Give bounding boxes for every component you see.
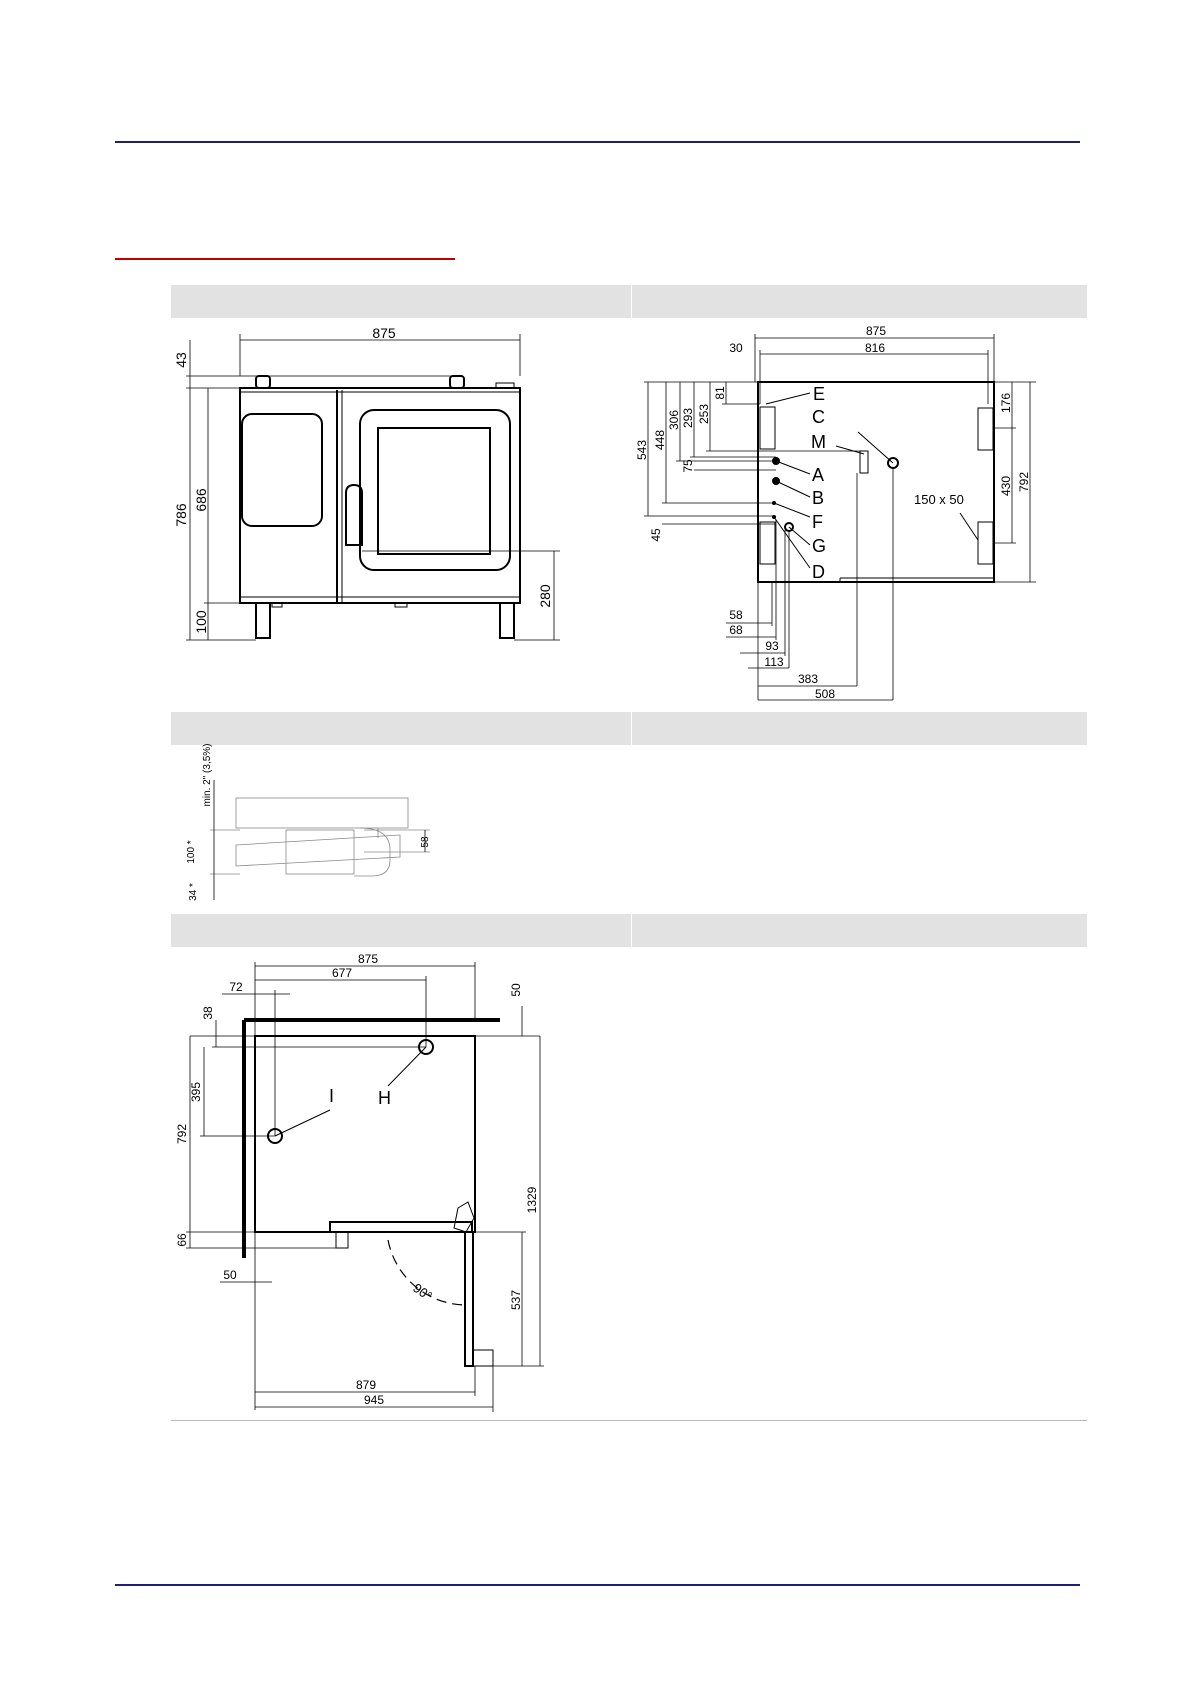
- open-door: [465, 1232, 473, 1366]
- rear-foot-pad-bl: [760, 522, 775, 564]
- front-view: [173, 325, 560, 640]
- control-panel: [242, 414, 322, 526]
- rear-dim-253: 253: [697, 403, 711, 425]
- rear-dim-113: 113: [764, 655, 784, 669]
- door-angle: 90°: [410, 1280, 435, 1304]
- label-i: I: [329, 1086, 335, 1106]
- label-d: D: [812, 562, 825, 582]
- rear-foot-size: 150 x 50: [914, 492, 964, 507]
- label-b: B: [812, 488, 825, 508]
- top-dim-395: 395: [189, 1081, 203, 1103]
- top-vent-left: [256, 376, 270, 388]
- rear-dim-792: 792: [1017, 471, 1031, 493]
- rear-dim-306: 306: [667, 409, 681, 431]
- drain-dim-34: 34 *: [188, 883, 199, 901]
- rear-dim-430: 430: [999, 475, 1013, 497]
- label-m: M: [811, 432, 826, 452]
- label-h: H: [378, 1088, 391, 1108]
- top-dim-945: 945: [363, 1393, 385, 1407]
- label-g: G: [812, 536, 827, 556]
- top-dim-66: 66: [175, 1233, 189, 1247]
- rear-dim-293: 293: [681, 407, 695, 429]
- drain-dim-58: 58: [420, 836, 431, 848]
- rear-body-outline: [758, 382, 994, 582]
- rear-view: [635, 324, 1036, 701]
- drain-dim-slope: min. 2" (3,5%): [202, 743, 213, 807]
- top-dim-72: 72: [229, 980, 243, 994]
- rear-dim-81: 81: [713, 386, 727, 400]
- rear-foot-pad-tr: [978, 408, 993, 450]
- top-view: [175, 952, 544, 1412]
- label-a: A: [812, 465, 825, 485]
- front-dim-body-height: 686: [193, 488, 209, 512]
- front-dim-width: 875: [372, 325, 396, 341]
- top-dim-1329: 1329: [525, 1186, 539, 1214]
- door-window: [378, 428, 490, 554]
- rear-dim-508: 508: [814, 687, 836, 701]
- top-dim-875: 875: [357, 952, 379, 966]
- rear-dim-45: 45: [649, 528, 663, 542]
- rear-dim-58: 58: [729, 608, 743, 622]
- front-foot-left: [256, 603, 270, 638]
- rear-dim-75: 75: [681, 459, 695, 473]
- top-dim-537: 537: [509, 1289, 523, 1311]
- front-foot-right: [500, 603, 514, 638]
- drain-unit-outline: [236, 798, 408, 828]
- rear-foot-pad-tl: [760, 407, 775, 449]
- rear-dim-93: 93: [765, 639, 779, 653]
- rear-dim-543: 543: [635, 439, 649, 461]
- door-frame: [360, 410, 510, 570]
- front-dim-total-height: 786: [173, 503, 189, 527]
- top-dim-792: 792: [175, 1123, 189, 1145]
- top-dim-50-top: 50: [509, 983, 523, 997]
- front-dim-handle-height: 280: [537, 584, 553, 608]
- rear-dim-width: 875: [865, 324, 887, 338]
- front-dim-feet: 100: [193, 610, 209, 634]
- top-vent-right: [450, 376, 464, 388]
- rear-dim-inner-width: 816: [864, 341, 886, 355]
- front-dim-top: 43: [173, 352, 189, 368]
- label-c: C: [812, 407, 825, 427]
- top-unit-outline: [255, 1036, 475, 1232]
- rear-foot-pad-br: [978, 522, 993, 564]
- top-dim-677: 677: [331, 966, 353, 980]
- rear-dim-left-offset: 30: [729, 341, 743, 355]
- connection-m: [860, 451, 868, 473]
- rear-dim-383: 383: [797, 672, 819, 686]
- rear-dim-176: 176: [999, 392, 1013, 414]
- drain-dim-100: 100 *: [186, 840, 197, 864]
- top-dim-879: 879: [355, 1378, 377, 1392]
- rear-dim-68: 68: [729, 623, 743, 637]
- drain-view: [186, 743, 431, 900]
- label-f: F: [812, 512, 823, 532]
- top-dim-50-left: 50: [223, 1268, 237, 1282]
- label-e: E: [813, 384, 826, 404]
- rear-dim-448: 448: [653, 429, 667, 451]
- top-dim-38: 38: [201, 1006, 215, 1020]
